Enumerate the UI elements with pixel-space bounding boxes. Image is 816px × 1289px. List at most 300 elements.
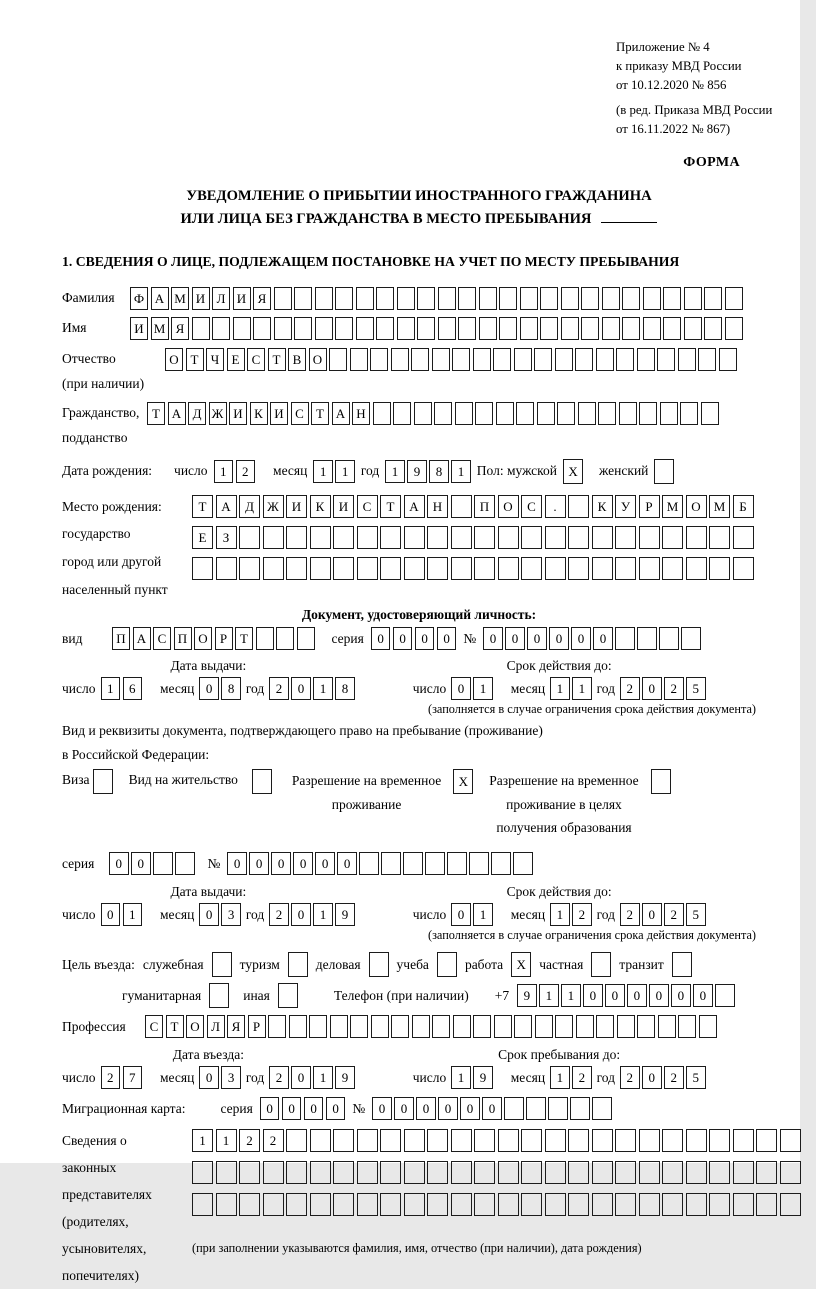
form-cell[interactable]: [499, 317, 517, 340]
form-cell[interactable]: [359, 852, 379, 875]
form-cell[interactable]: [733, 557, 754, 580]
form-cell[interactable]: [591, 952, 611, 977]
form-cell[interactable]: [491, 852, 511, 875]
form-cell[interactable]: [659, 627, 679, 650]
form-cell[interactable]: 1: [313, 677, 333, 700]
form-cell[interactable]: Я: [171, 317, 189, 340]
form-cell[interactable]: [192, 557, 213, 580]
form-cell[interactable]: 1: [550, 1066, 570, 1089]
form-cell[interactable]: [380, 526, 401, 549]
form-cell[interactable]: [545, 526, 566, 549]
form-cell[interactable]: [639, 1161, 660, 1184]
form-cell[interactable]: Т: [166, 1015, 184, 1038]
form-cell[interactable]: [568, 1193, 589, 1216]
form-cell[interactable]: [545, 1193, 566, 1216]
form-cell[interactable]: X: [511, 952, 531, 977]
form-cell[interactable]: [592, 557, 613, 580]
form-cell[interactable]: [672, 952, 692, 977]
form-cell[interactable]: [233, 317, 251, 340]
doc-issue-year-field[interactable]: [269, 677, 355, 700]
form-cell[interactable]: 2: [572, 903, 592, 926]
form-cell[interactable]: [479, 317, 497, 340]
form-cell[interactable]: [371, 1015, 389, 1038]
edu-permit-checkbox[interactable]: [651, 769, 671, 794]
form-cell[interactable]: [192, 317, 210, 340]
form-cell[interactable]: [376, 317, 394, 340]
form-cell[interactable]: .: [545, 495, 566, 518]
form-cell[interactable]: 9: [517, 984, 537, 1007]
form-cell[interactable]: [701, 402, 719, 425]
form-cell[interactable]: [499, 287, 517, 310]
form-cell[interactable]: А: [404, 495, 425, 518]
doc-number-field[interactable]: [483, 627, 701, 650]
form-cell[interactable]: [637, 348, 655, 371]
form-cell[interactable]: 1: [313, 903, 333, 926]
form-cell[interactable]: 0: [642, 1066, 662, 1089]
form-cell[interactable]: 0: [605, 984, 625, 1007]
citizenship-field[interactable]: [147, 402, 719, 425]
form-cell[interactable]: [651, 769, 671, 794]
form-cell[interactable]: [684, 317, 702, 340]
form-cell[interactable]: [520, 287, 538, 310]
form-cell[interactable]: [357, 557, 378, 580]
form-cell[interactable]: 1: [313, 460, 333, 483]
form-cell[interactable]: 0: [282, 1097, 302, 1120]
form-cell[interactable]: [417, 317, 435, 340]
form-cell[interactable]: [555, 1015, 573, 1038]
form-cell[interactable]: С: [521, 495, 542, 518]
form-cell[interactable]: [709, 1129, 730, 1152]
form-cell[interactable]: С: [291, 402, 309, 425]
visa-checkbox[interactable]: [93, 769, 113, 794]
form-cell[interactable]: [662, 557, 683, 580]
form-cell[interactable]: [294, 287, 312, 310]
form-cell[interactable]: О: [309, 348, 327, 371]
form-cell[interactable]: [598, 402, 616, 425]
form-cell[interactable]: А: [133, 627, 151, 650]
form-cell[interactable]: [192, 1161, 213, 1184]
form-cell[interactable]: 2: [269, 903, 289, 926]
form-cell[interactable]: [498, 1161, 519, 1184]
birth-year-field[interactable]: [385, 460, 471, 483]
res-series-field[interactable]: [109, 852, 195, 875]
birth-day-field[interactable]: [214, 460, 256, 483]
form-cell[interactable]: [474, 1161, 495, 1184]
form-cell[interactable]: [535, 1015, 553, 1038]
form-cell[interactable]: [391, 348, 409, 371]
form-cell[interactable]: 0: [109, 852, 129, 875]
form-cell[interactable]: 0: [649, 984, 669, 1007]
form-cell[interactable]: [622, 287, 640, 310]
form-cell[interactable]: [212, 952, 232, 977]
form-cell[interactable]: [637, 627, 657, 650]
form-cell[interactable]: [780, 1161, 801, 1184]
form-cell[interactable]: И: [233, 287, 251, 310]
form-cell[interactable]: [93, 769, 113, 794]
form-cell[interactable]: 0: [671, 984, 691, 1007]
form-cell[interactable]: 0: [438, 1097, 458, 1120]
form-cell[interactable]: [437, 952, 457, 977]
form-cell[interactable]: [475, 402, 493, 425]
form-cell[interactable]: 0: [642, 677, 662, 700]
form-cell[interactable]: [658, 1015, 676, 1038]
form-cell[interactable]: 0: [372, 1097, 392, 1120]
form-cell[interactable]: 1: [539, 984, 559, 1007]
form-cell[interactable]: Д: [239, 495, 260, 518]
form-cell[interactable]: [602, 317, 620, 340]
form-cell[interactable]: [660, 402, 678, 425]
form-cell[interactable]: [615, 1129, 636, 1152]
form-cell[interactable]: [397, 287, 415, 310]
form-cell[interactable]: [391, 1015, 409, 1038]
form-cell[interactable]: 0: [101, 903, 121, 926]
form-cell[interactable]: [568, 495, 589, 518]
form-cell[interactable]: [453, 1015, 471, 1038]
form-cell[interactable]: 1: [550, 903, 570, 926]
form-cell[interactable]: [479, 287, 497, 310]
form-cell[interactable]: В: [288, 348, 306, 371]
form-cell[interactable]: 0: [394, 1097, 414, 1120]
form-cell[interactable]: [473, 348, 491, 371]
form-cell[interactable]: [756, 1193, 777, 1216]
form-cell[interactable]: К: [310, 495, 331, 518]
res-valid-year-field[interactable]: [620, 903, 706, 926]
form-cell[interactable]: 0: [642, 903, 662, 926]
form-cell[interactable]: [662, 1193, 683, 1216]
form-cell[interactable]: С: [357, 495, 378, 518]
form-cell[interactable]: [733, 1161, 754, 1184]
form-cell[interactable]: Л: [212, 287, 230, 310]
purpose-private-checkbox[interactable]: [591, 952, 611, 977]
form-cell[interactable]: [615, 526, 636, 549]
form-cell[interactable]: [709, 526, 730, 549]
form-cell[interactable]: [380, 1129, 401, 1152]
form-cell[interactable]: [451, 1129, 472, 1152]
form-cell[interactable]: [427, 1129, 448, 1152]
form-cell[interactable]: [602, 287, 620, 310]
form-cell[interactable]: [581, 317, 599, 340]
form-cell[interactable]: П: [112, 627, 130, 650]
form-cell[interactable]: [473, 1015, 491, 1038]
form-cell[interactable]: Т: [380, 495, 401, 518]
form-cell[interactable]: 1: [214, 460, 234, 483]
form-cell[interactable]: [639, 402, 657, 425]
form-cell[interactable]: Я: [253, 287, 271, 310]
form-cell[interactable]: [474, 1193, 495, 1216]
form-cell[interactable]: [622, 317, 640, 340]
form-cell[interactable]: П: [174, 627, 192, 650]
form-cell[interactable]: [662, 1161, 683, 1184]
purpose-business-checkbox[interactable]: [369, 952, 389, 977]
form-cell[interactable]: Т: [235, 627, 253, 650]
form-cell[interactable]: 2: [269, 1066, 289, 1089]
form-cell[interactable]: [684, 287, 702, 310]
form-cell[interactable]: [212, 317, 230, 340]
form-cell[interactable]: [733, 1193, 754, 1216]
form-cell[interactable]: 0: [131, 852, 151, 875]
form-cell[interactable]: 0: [415, 627, 435, 650]
form-cell[interactable]: [286, 1193, 307, 1216]
form-cell[interactable]: [357, 526, 378, 549]
mig-series-field[interactable]: [260, 1097, 346, 1120]
form-cell[interactable]: Н: [352, 402, 370, 425]
form-cell[interactable]: [639, 1193, 660, 1216]
birthplace-field-row3[interactable]: [192, 557, 754, 580]
form-cell[interactable]: Л: [207, 1015, 225, 1038]
form-cell[interactable]: [639, 557, 660, 580]
form-cell[interactable]: [239, 1193, 260, 1216]
form-cell[interactable]: [276, 627, 294, 650]
form-cell[interactable]: [404, 1129, 425, 1152]
form-cell[interactable]: 1: [385, 460, 405, 483]
form-cell[interactable]: 0: [291, 677, 311, 700]
form-cell[interactable]: [310, 1193, 331, 1216]
form-cell[interactable]: [329, 348, 347, 371]
form-cell[interactable]: [545, 1129, 566, 1152]
form-cell[interactable]: Р: [639, 495, 660, 518]
form-cell[interactable]: 0: [482, 1097, 502, 1120]
form-cell[interactable]: [715, 984, 735, 1007]
form-cell[interactable]: [616, 348, 634, 371]
form-cell[interactable]: Р: [248, 1015, 266, 1038]
form-cell[interactable]: [451, 1193, 472, 1216]
entry-year-field[interactable]: [269, 1066, 355, 1089]
form-cell[interactable]: [521, 1129, 542, 1152]
form-cell[interactable]: [780, 1193, 801, 1216]
form-cell[interactable]: С: [145, 1015, 163, 1038]
form-cell[interactable]: [239, 557, 260, 580]
form-cell[interactable]: [516, 402, 534, 425]
form-cell[interactable]: [514, 1015, 532, 1038]
form-cell[interactable]: [380, 1161, 401, 1184]
form-cell[interactable]: [310, 1161, 331, 1184]
form-cell[interactable]: [493, 348, 511, 371]
form-cell[interactable]: [733, 526, 754, 549]
form-cell[interactable]: [263, 1161, 284, 1184]
form-cell[interactable]: [663, 287, 681, 310]
form-cell[interactable]: [498, 1129, 519, 1152]
form-cell[interactable]: [309, 1015, 327, 1038]
representatives-field-row2[interactable]: [192, 1161, 801, 1184]
form-cell[interactable]: [619, 402, 637, 425]
form-cell[interactable]: 2: [572, 1066, 592, 1089]
doc-type-field[interactable]: [112, 627, 315, 650]
form-cell[interactable]: И: [333, 495, 354, 518]
form-cell[interactable]: [209, 983, 229, 1008]
form-cell[interactable]: [286, 526, 307, 549]
form-cell[interactable]: [350, 348, 368, 371]
form-cell[interactable]: [540, 287, 558, 310]
form-cell[interactable]: 8: [429, 460, 449, 483]
form-cell[interactable]: 1: [313, 1066, 333, 1089]
form-cell[interactable]: 0: [693, 984, 713, 1007]
form-cell[interactable]: С: [247, 348, 265, 371]
form-cell[interactable]: М: [709, 495, 730, 518]
mig-number-field[interactable]: [372, 1097, 612, 1120]
form-cell[interactable]: [576, 1015, 594, 1038]
form-cell[interactable]: О: [165, 348, 183, 371]
form-cell[interactable]: [425, 852, 445, 875]
form-cell[interactable]: 0: [291, 1066, 311, 1089]
form-cell[interactable]: [521, 557, 542, 580]
form-cell[interactable]: [427, 557, 448, 580]
form-cell[interactable]: О: [686, 495, 707, 518]
form-cell[interactable]: 9: [335, 903, 355, 926]
form-cell[interactable]: [686, 557, 707, 580]
form-cell[interactable]: 1: [550, 677, 570, 700]
form-cell[interactable]: 0: [199, 1066, 219, 1089]
form-cell[interactable]: 1: [473, 903, 493, 926]
sex-male-checkbox[interactable]: [563, 459, 583, 484]
form-cell[interactable]: [575, 348, 593, 371]
form-cell[interactable]: 6: [123, 677, 143, 700]
form-cell[interactable]: А: [151, 287, 169, 310]
res-issue-year-field[interactable]: [269, 903, 355, 926]
form-cell[interactable]: 1: [192, 1129, 213, 1152]
form-cell[interactable]: [568, 526, 589, 549]
form-cell[interactable]: 9: [407, 460, 427, 483]
form-cell[interactable]: 8: [335, 677, 355, 700]
form-cell[interactable]: 0: [227, 852, 247, 875]
form-cell[interactable]: [376, 287, 394, 310]
form-cell[interactable]: 1: [572, 677, 592, 700]
form-cell[interactable]: Д: [188, 402, 206, 425]
purpose-tourism-checkbox[interactable]: [288, 952, 308, 977]
form-cell[interactable]: [780, 1129, 801, 1152]
form-cell[interactable]: 0: [505, 627, 525, 650]
form-cell[interactable]: [451, 1161, 472, 1184]
form-cell[interactable]: [216, 1193, 237, 1216]
form-cell[interactable]: [643, 287, 661, 310]
form-cell[interactable]: [239, 526, 260, 549]
form-cell[interactable]: [286, 1129, 307, 1152]
form-cell[interactable]: Н: [427, 495, 448, 518]
form-cell[interactable]: [357, 1129, 378, 1152]
representatives-field-row1[interactable]: [192, 1129, 801, 1152]
form-cell[interactable]: [153, 852, 173, 875]
form-cell[interactable]: [333, 1129, 354, 1152]
form-cell[interactable]: [310, 557, 331, 580]
form-cell[interactable]: [498, 1193, 519, 1216]
doc-valid-year-field[interactable]: [620, 677, 706, 700]
form-cell[interactable]: [719, 348, 737, 371]
form-cell[interactable]: [458, 287, 476, 310]
purpose-humanitarian-checkbox[interactable]: [209, 983, 229, 1008]
form-cell[interactable]: [686, 1161, 707, 1184]
doc-series-field[interactable]: [371, 627, 457, 650]
form-cell[interactable]: [434, 402, 452, 425]
form-cell[interactable]: [568, 1129, 589, 1152]
birth-month-field[interactable]: [313, 460, 355, 483]
form-cell[interactable]: [654, 459, 674, 484]
form-cell[interactable]: [411, 348, 429, 371]
form-cell[interactable]: [581, 287, 599, 310]
form-cell[interactable]: Е: [227, 348, 245, 371]
form-cell[interactable]: 1: [101, 677, 121, 700]
form-cell[interactable]: [274, 287, 292, 310]
form-cell[interactable]: [474, 526, 495, 549]
form-cell[interactable]: [662, 1129, 683, 1152]
form-cell[interactable]: 0: [583, 984, 603, 1007]
form-cell[interactable]: [310, 526, 331, 549]
profession-field[interactable]: [145, 1015, 717, 1038]
res-valid-month-field[interactable]: [550, 903, 592, 926]
form-cell[interactable]: А: [332, 402, 350, 425]
form-cell[interactable]: 1: [451, 460, 471, 483]
form-cell[interactable]: [380, 557, 401, 580]
form-cell[interactable]: [709, 1193, 730, 1216]
form-cell[interactable]: [256, 627, 274, 650]
form-cell[interactable]: [451, 495, 472, 518]
form-cell[interactable]: [239, 1161, 260, 1184]
form-cell[interactable]: 0: [291, 903, 311, 926]
form-cell[interactable]: [496, 402, 514, 425]
form-cell[interactable]: 7: [123, 1066, 143, 1089]
form-cell[interactable]: 2: [263, 1129, 284, 1152]
form-cell[interactable]: [678, 1015, 696, 1038]
form-cell[interactable]: [592, 1129, 613, 1152]
form-cell[interactable]: [404, 557, 425, 580]
stay-month-field[interactable]: [550, 1066, 592, 1089]
form-cell[interactable]: [756, 1129, 777, 1152]
form-cell[interactable]: [357, 1193, 378, 1216]
form-cell[interactable]: 0: [451, 903, 471, 926]
form-cell[interactable]: [412, 1015, 430, 1038]
res-valid-day-field[interactable]: [451, 903, 493, 926]
form-cell[interactable]: Т: [147, 402, 165, 425]
form-cell[interactable]: [216, 1161, 237, 1184]
form-cell[interactable]: 0: [437, 627, 457, 650]
form-cell[interactable]: [474, 557, 495, 580]
doc-issue-day-field[interactable]: [101, 677, 143, 700]
birthplace-field-row1[interactable]: [192, 495, 754, 518]
form-cell[interactable]: [704, 317, 722, 340]
form-cell[interactable]: [356, 317, 374, 340]
form-cell[interactable]: 9: [335, 1066, 355, 1089]
form-cell[interactable]: [369, 952, 389, 977]
form-cell[interactable]: Я: [227, 1015, 245, 1038]
form-cell[interactable]: 0: [593, 627, 613, 650]
form-cell[interactable]: [561, 317, 579, 340]
form-cell[interactable]: О: [186, 1015, 204, 1038]
form-cell[interactable]: [540, 317, 558, 340]
form-cell[interactable]: [513, 852, 533, 875]
doc-issue-month-field[interactable]: [199, 677, 241, 700]
form-cell[interactable]: 0: [326, 1097, 346, 1120]
form-cell[interactable]: Т: [192, 495, 213, 518]
form-cell[interactable]: 0: [483, 627, 503, 650]
entry-month-field[interactable]: [199, 1066, 241, 1089]
form-cell[interactable]: 2: [239, 1129, 260, 1152]
form-cell[interactable]: Е: [192, 526, 213, 549]
purpose-official-checkbox[interactable]: [212, 952, 232, 977]
form-cell[interactable]: [680, 402, 698, 425]
form-cell[interactable]: [498, 526, 519, 549]
form-cell[interactable]: [637, 1015, 655, 1038]
form-cell[interactable]: [596, 348, 614, 371]
form-cell[interactable]: Т: [311, 402, 329, 425]
form-cell[interactable]: 3: [221, 1066, 241, 1089]
form-cell[interactable]: К: [250, 402, 268, 425]
form-cell[interactable]: И: [229, 402, 247, 425]
form-cell[interactable]: [404, 526, 425, 549]
patronymic-field[interactable]: [165, 348, 737, 371]
form-cell[interactable]: Т: [268, 348, 286, 371]
res-issue-month-field[interactable]: [199, 903, 241, 926]
form-cell[interactable]: [725, 317, 743, 340]
form-cell[interactable]: [494, 1015, 512, 1038]
form-cell[interactable]: 0: [304, 1097, 324, 1120]
